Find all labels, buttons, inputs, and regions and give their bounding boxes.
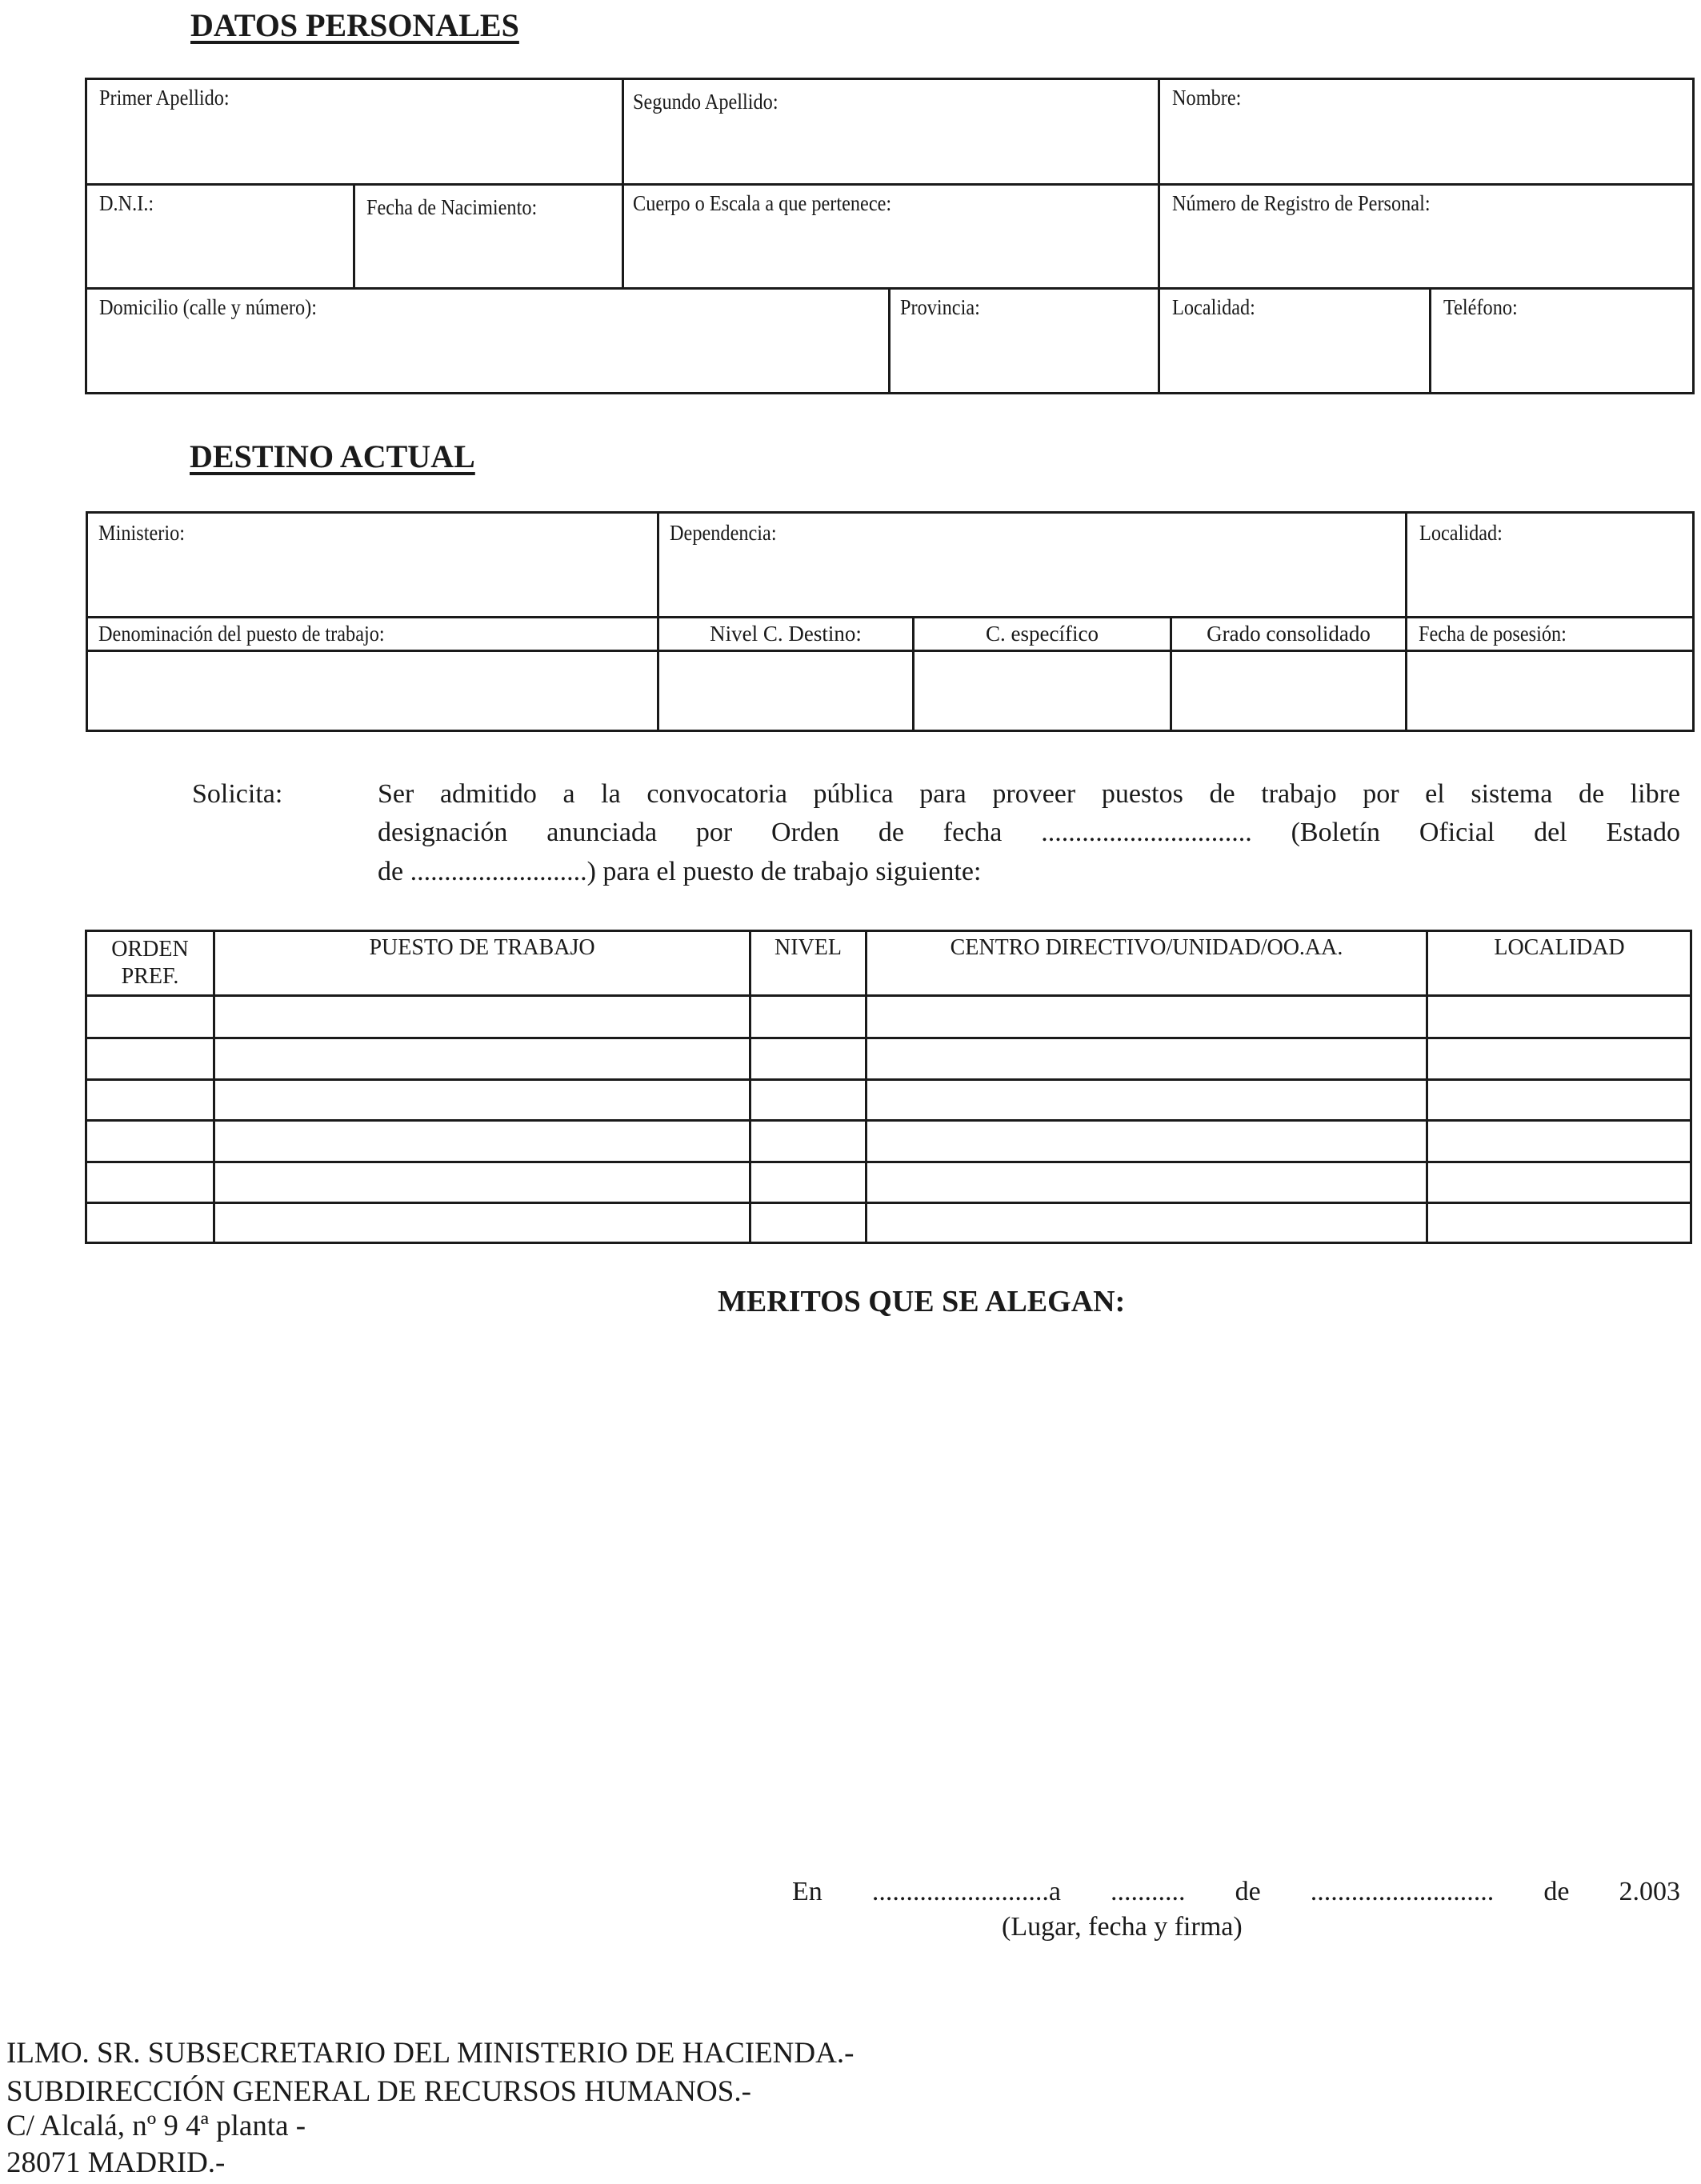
header-grado-consolidado: Grado consolidado [1207, 622, 1371, 646]
header-fecha-posesion: Fecha de posesión: [1419, 622, 1567, 646]
label-destino-localidad: Localidad: [1419, 521, 1503, 545]
table-row[interactable] [87, 1081, 1691, 1119]
label-provincia: Provincia: [900, 295, 980, 319]
label-dni: D.N.I.: [99, 191, 154, 215]
field-fecha-posesion[interactable] [1407, 652, 1692, 730]
field-ministerio[interactable] [88, 514, 657, 616]
solicita-line-1: Ser admitido a la convocatoria pública para proveer puestos de trabajo por el sistema de libre [378, 779, 1680, 809]
label-fecha-nacimiento: Fecha de Nacimiento: [366, 195, 538, 219]
field-provincia[interactable] [891, 290, 1158, 392]
field-dni[interactable] [87, 186, 353, 287]
label-nombre: Nombre: [1172, 86, 1242, 110]
solicita-line-3: de ..........................) para el puesto de trabajo siguiente: [378, 857, 982, 886]
label-segundo-apellido: Segundo Apellido: [633, 90, 778, 114]
label-domicilio: Domicilio (calle y número): [99, 295, 317, 319]
address-line-3: C/ Alcalá, nº 9 4ª planta - [6, 2110, 306, 2142]
address-line-1: ILMO. SR. SUBSECRETARIO DEL MINISTERIO DE HACIENDA.- [6, 2037, 855, 2070]
field-nombre[interactable] [1160, 80, 1692, 183]
header-centro-directivo: CENTRO DIRECTIVO/UNIDAD/OO.AA. [950, 935, 1343, 960]
field-denominacion-puesto[interactable] [88, 652, 657, 730]
header-nivel-c-destino: Nivel C. Destino: [710, 622, 862, 646]
table-row[interactable] [87, 1163, 1691, 1202]
table-row[interactable] [87, 1039, 1691, 1078]
address-line-4: 28071 MADRID.- [6, 2146, 226, 2179]
label-primer-apellido: Primer Apellido: [99, 86, 230, 110]
table-row[interactable] [87, 1122, 1691, 1161]
field-primer-apellido[interactable] [87, 80, 622, 183]
table-row[interactable] [87, 997, 1691, 1037]
field-segundo-apellido[interactable] [624, 80, 1158, 183]
row-divider [86, 616, 1695, 618]
field-grado-consolidado[interactable] [1172, 652, 1405, 730]
field-domicilio[interactable] [87, 290, 888, 392]
field-nivel-c-destino[interactable] [659, 652, 912, 730]
solicita-line-2: designación anunciada por Orden de fecha ............................... (Boletín Oficial del Estado [378, 818, 1680, 847]
header-orden-pref [87, 936, 213, 990]
header-orden-line1: ORDEN [111, 937, 189, 962]
table-row[interactable] [87, 1204, 1691, 1242]
field-numero-registro-personal[interactable] [1160, 186, 1692, 287]
field-cuerpo-escala[interactable] [624, 186, 1158, 287]
meritos-text-area[interactable] [86, 1336, 1694, 1848]
header-orden-line2: PREF. [121, 964, 179, 989]
field-dependencia[interactable] [659, 514, 1405, 616]
label-telefono: Teléfono: [1443, 295, 1518, 319]
label-ministerio: Ministerio: [98, 521, 185, 545]
section-title-destino-actual: DESTINO ACTUAL [190, 438, 475, 474]
field-fecha-nacimiento[interactable] [355, 186, 622, 287]
field-telefono[interactable] [1431, 290, 1692, 392]
signature-place-date-line[interactable]: En ..........................a ........... de ........................... de 2.003 [792, 1877, 1680, 1906]
field-destino-localidad[interactable] [1407, 514, 1692, 616]
section-title-meritos: MERITOS QUE SE ALEGAN: [718, 1285, 1126, 1318]
header-puesto-trabajo: PUESTO DE TRABAJO [369, 935, 595, 960]
address-line-2: SUBDIRECCIÓN GENERAL DE RECURSOS HUMANOS.- [6, 2075, 751, 2108]
header-c-especifico: C. específico [986, 622, 1099, 646]
label-localidad: Localidad: [1172, 295, 1255, 319]
header-denominacion-puesto: Denominación del puesto de trabajo: [98, 622, 385, 646]
solicita-label: Solicita: [192, 779, 283, 809]
field-localidad[interactable] [1160, 290, 1429, 392]
section-title-datos-personales: DATOS PERSONALES [190, 7, 519, 43]
label-numero-registro-personal: Número de Registro de Personal: [1172, 191, 1431, 215]
header-nivel: NIVEL [774, 935, 842, 960]
label-cuerpo-escala: Cuerpo o Escala a que pertenece: [633, 191, 892, 215]
label-dependencia: Dependencia: [670, 521, 777, 545]
signature-caption: (Lugar, fecha y firma) [1002, 1912, 1243, 1942]
field-c-especifico[interactable] [915, 652, 1170, 730]
header-localidad: LOCALIDAD [1494, 935, 1625, 960]
